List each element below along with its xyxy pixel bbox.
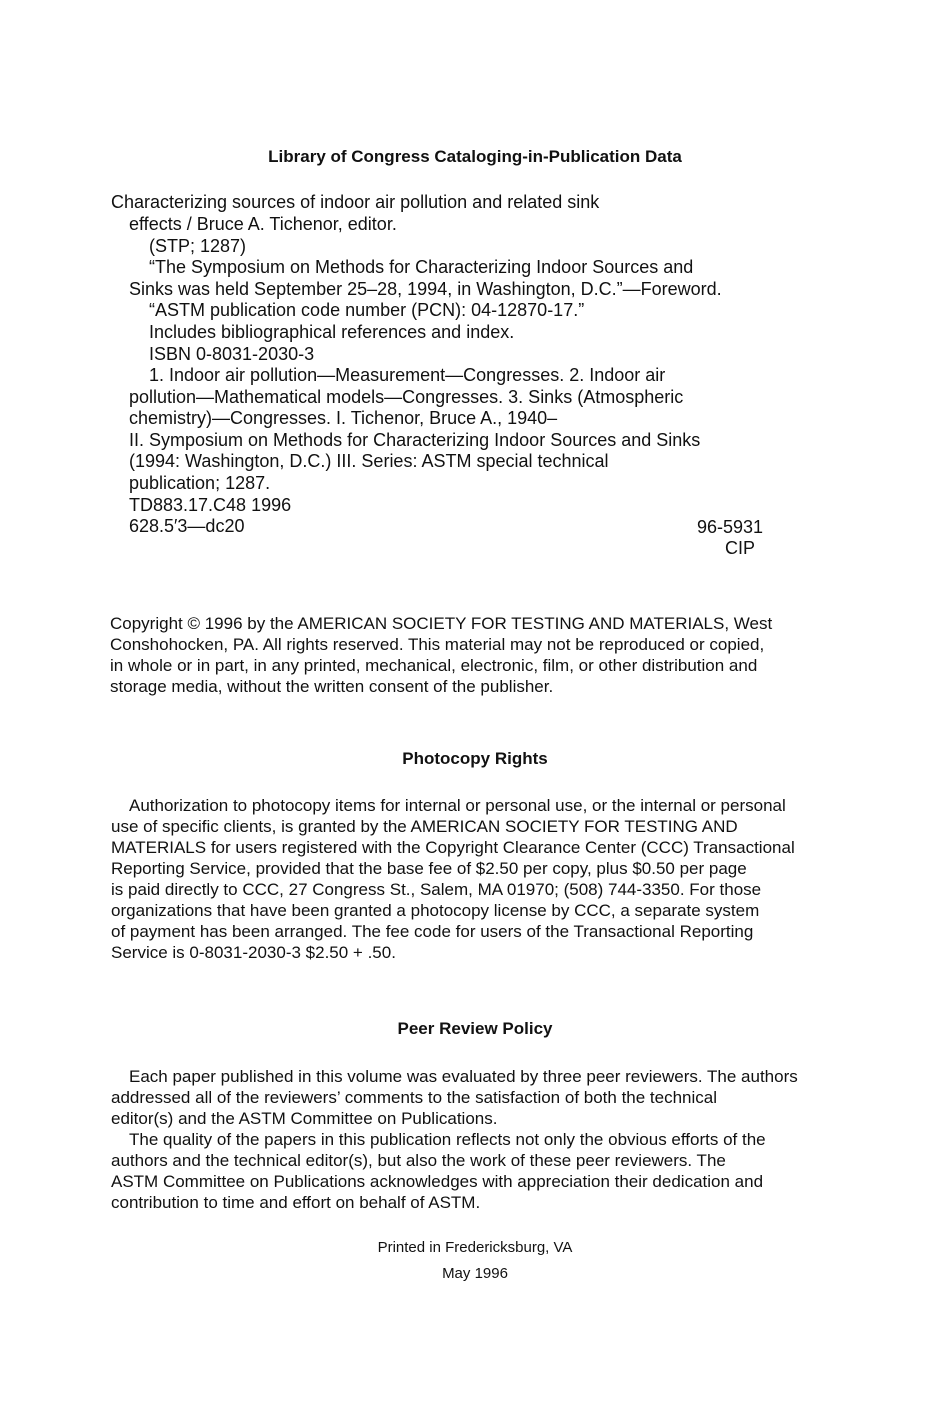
cip-line: “The Symposium on Methods for Characterizing Indoor Sources and xyxy=(149,257,694,277)
printed-location: Printed in Fredericksburg, VA xyxy=(377,1239,573,1256)
cip-line: (STP; 1287) xyxy=(149,236,247,256)
cip-heading: Library of Congress Cataloging-in-Publication Data xyxy=(268,147,682,166)
copyright-line: storage media, without the written consent of the publisher. xyxy=(110,677,554,696)
cip-line: pollution—Mathematical models—Congresses. 3. Sinks (Atmospheric xyxy=(129,387,684,407)
print-date: May 1996 xyxy=(442,1265,508,1282)
photocopy-line: of payment has been arranged. The fee code for users of the Transactional Reporting xyxy=(111,922,754,941)
photocopy-line: Authorization to photocopy items for internal or personal use, or the internal or personal xyxy=(129,796,786,815)
copyright-line: Conshohocken, PA. All rights reserved. This material may not be reproduced or copied, xyxy=(110,635,765,654)
cip-line: publication; 1287. xyxy=(129,473,271,493)
cip-line: Sinks was held September 25–28, 1994, in Washington, D.C.”—Foreword. xyxy=(129,279,722,299)
photocopy-line: organizations that have been granted a photocopy license by CCC, a separate system xyxy=(111,901,760,920)
photocopy-line: Service is 0-8031-2030-3 $2.50 + .50. xyxy=(111,943,396,962)
cip-line: TD883.17.C48 1996 xyxy=(129,495,292,515)
peer-review-line: authors and the technical editor(s), but also the work of these peer reviewers. The xyxy=(111,1151,726,1170)
peer-review-line: contribution to time and effort on behalf of ASTM. xyxy=(111,1193,481,1212)
photocopy-line: Reporting Service, provided that the base fee of $2.50 per copy, plus $0.50 per page xyxy=(111,859,747,878)
peer-review-heading: Peer Review Policy xyxy=(397,1019,553,1038)
cip-line: “ASTM publication code number (PCN): 04-12870-17.” xyxy=(149,300,585,320)
cip-line: chemistry)—Congresses. I. Tichenor, Bruce A., 1940– xyxy=(129,408,558,428)
peer-review-line: Each paper published in this volume was evaluated by three peer reviewers. The authors xyxy=(129,1067,798,1086)
lccn-number: 96-5931 xyxy=(697,517,764,537)
cip-line: 628.5′3—dc20 xyxy=(129,516,245,536)
peer-review-line: The quality of the papers in this publication reflects not only the obvious efforts of the xyxy=(129,1130,766,1149)
cip-line: ISBN 0-8031-2030-3 xyxy=(149,344,315,364)
cip-line: (1994: Washington, D.C.) III. Series: ASTM special technical xyxy=(129,451,609,471)
photocopy-line: MATERIALS for users registered with the Copyright Clearance Center (CCC) Transactional xyxy=(111,838,795,857)
peer-review-line: editor(s) and the ASTM Committee on Publications. xyxy=(111,1109,498,1128)
cip-label: CIP xyxy=(725,538,756,558)
cip-line: Characterizing sources of indoor air pollution and related sink xyxy=(111,192,600,212)
cip-line: II. Symposium on Methods for Characterizing Indoor Sources and Sinks xyxy=(129,430,701,450)
peer-review-line: addressed all of the reviewers’ comments to the satisfaction of both the technical xyxy=(111,1088,718,1107)
cip-line: 1. Indoor air pollution—Measurement—Congresses. 2. Indoor air xyxy=(149,365,666,385)
copyright-line: in whole or in part, in any printed, mechanical, electronic, film, or other distribution and xyxy=(110,656,758,675)
cip-line: Includes bibliographical references and index. xyxy=(149,322,515,342)
photocopy-line: use of specific clients, is granted by the AMERICAN SOCIETY FOR TESTING AND xyxy=(111,817,738,836)
copyright-line: Copyright © 1996 by the AMERICAN SOCIETY FOR TESTING AND MATERIALS, West xyxy=(110,614,773,633)
photocopy-heading: Photocopy Rights xyxy=(402,749,548,768)
photocopy-line: is paid directly to CCC, 27 Congress St., Salem, MA 01970; (508) 744-3350. For those xyxy=(111,880,762,899)
cip-line: effects / Bruce A. Tichenor, editor. xyxy=(129,214,397,234)
peer-review-line: ASTM Committee on Publications acknowledges with appreciation their dedication and xyxy=(111,1172,764,1191)
